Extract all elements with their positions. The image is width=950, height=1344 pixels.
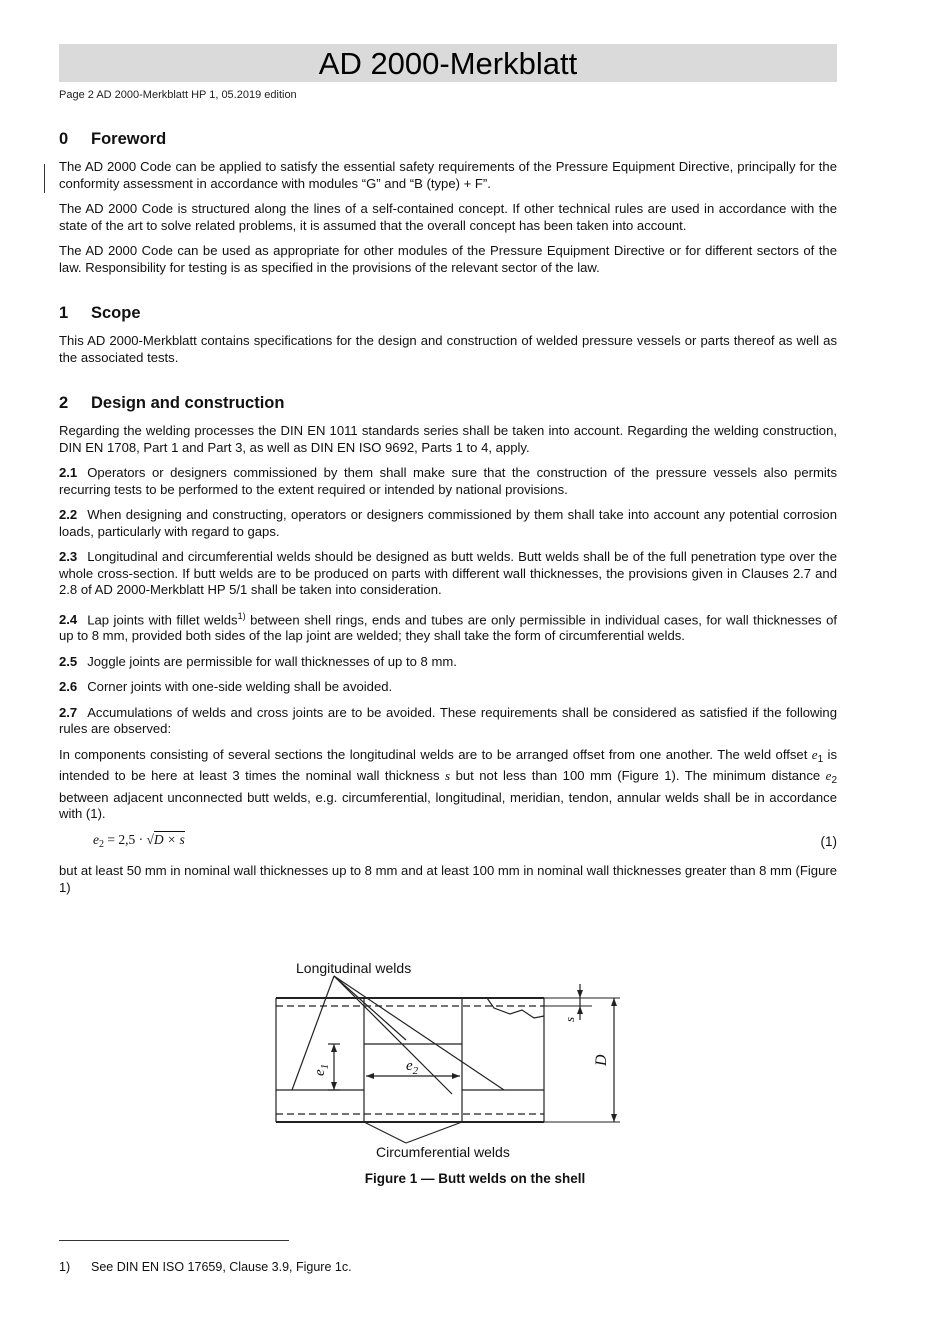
label-e2: $e_2$ — [406, 1058, 419, 1077]
clause-2-4: 2.4 Lap joints with fillet welds$^{1)}$ between shell rings, ends and tubes are only permissible in individual cases, for wall thicknesses of up to 8 mm, provided both sides of the lap joint are welded; they shall take the form of circumferential welds. — [59, 610, 837, 644]
change-bar — [44, 164, 45, 193]
clause-2-1: 2.1 Operators or designers commissioned by them shall make sure that the construction of the pressure vessels also permits recurring tests to be performed to the extent required or intended by national provisions. — [59, 465, 837, 497]
footnote: 1) See DIN EN ISO 17659, Clause 3.9, Figure 1c. — [59, 1260, 352, 1274]
clause-2-2: 2.2 When designing and constructing, operators or designers commissioned by them shall take into account any potential corrosion loads, particularly with regard to gaps. — [59, 507, 837, 539]
running-head: Page 2 AD 2000-Merkblatt HP 1, 05.2019 edition — [59, 89, 297, 101]
label-D: D — [593, 1054, 610, 1066]
page-body — [59, 128, 837, 905]
footnote-rule — [59, 1240, 289, 1241]
footnote-ref: 1) — [237, 610, 246, 621]
paragraph: Regarding the welding processes the DIN EN 1011 standards series shall be taken into account. Regarding the welding construction, DIN EN 1708, Part 1 and Part 3, as well as DIN EN ISO 9692, Parts 1 to 4, apply. — [59, 423, 837, 455]
paragraph: The AD 2000 Code can be applied to satisfy the essential safety requirements of the Pressure Equipment Directive, principally for the conformity assessment in accordance with modules “G” and “B (type) + F”. — [59, 159, 837, 191]
heading-scope: 1 Scope — [59, 304, 141, 322]
clause-2-7: 2.7 Accumulations of welds and cross joints are to be avoided. These requirements shall be considered as satisfied if the following rules are observed: — [59, 704, 837, 737]
label-longitudinal-welds: Longitudinal welds — [296, 960, 412, 976]
equation-number: (1) — [820, 834, 837, 850]
paragraph: This AD 2000-Merkblatt contains specifications for the design and construction of welded pressure vessels or parts thereof as well as the associated tests. — [59, 333, 837, 365]
equation-1: $e_2 = 2,5 \cdot √D \times s$ (1) — [93, 831, 837, 850]
label-e1: $e_1$ — [312, 1063, 331, 1076]
clause-2-3: 2.3 Longitudinal and circumferential welds should be designed as butt welds. Butt welds shall be of the full penetration type over the whole cross-section. If butt welds are to be produced on parts with different wall thicknesses, the provisions given in Clauses 2.7 and 2.8 of AD 2000-Merkblatt HP 5/1 shall be taken into consideration. — [59, 549, 837, 597]
heading-design: 2 Design and construction — [59, 394, 285, 412]
figure-caption: Figure 1 — Butt welds on the shell — [364, 1171, 586, 1186]
document-title: AD 2000-Merkblatt — [59, 44, 837, 82]
label-circumferential-welds: Circumferential welds — [376, 1144, 510, 1160]
paragraph: The AD 2000 Code is structured along the lines of a self-contained concept. If other technical rules are used in accordance with the state of the art to solve related problems, it is assumed that the overall concept has been taken into account. — [59, 201, 837, 233]
clause-2-5: 2.5 Joggle joints are permissible for wall thicknesses of up to 8 mm. — [59, 653, 457, 669]
paragraph: The AD 2000 Code can be used as appropriate for other modules of the Pressure Equipment Directive or for different sectors of the law. Responsibility for testing is as specified in the provisions of the relevant sector of the law. — [59, 243, 837, 275]
offset-paragraph: In components consisting of several sections the longitudinal welds are to be arranged offset from one another. The weld offset $e_1$ is intended to be here at least 3 times the nominal wall thickness s but not less than 100 mm (Figure 1). The minimum distance $e_2$ between adjacent unconnected butt welds, e.g. circumferential, longitudinal, meridian, tendon, annular welds shall be in accordance with (1). — [59, 746, 838, 822]
figure-butt-welds — [272, 956, 632, 1166]
heading-foreword: 0 Foreword — [59, 130, 167, 148]
paragraph: but at least 50 mm in nominal wall thicknesses up to 8 mm and at least 100 mm in nominal wall thicknesses greater than 8 mm (Figure 1) — [59, 863, 837, 895]
clause-2-6: 2.6 Corner joints with one-side welding shall be avoided. — [59, 679, 393, 695]
label-s: s — [562, 1016, 577, 1022]
